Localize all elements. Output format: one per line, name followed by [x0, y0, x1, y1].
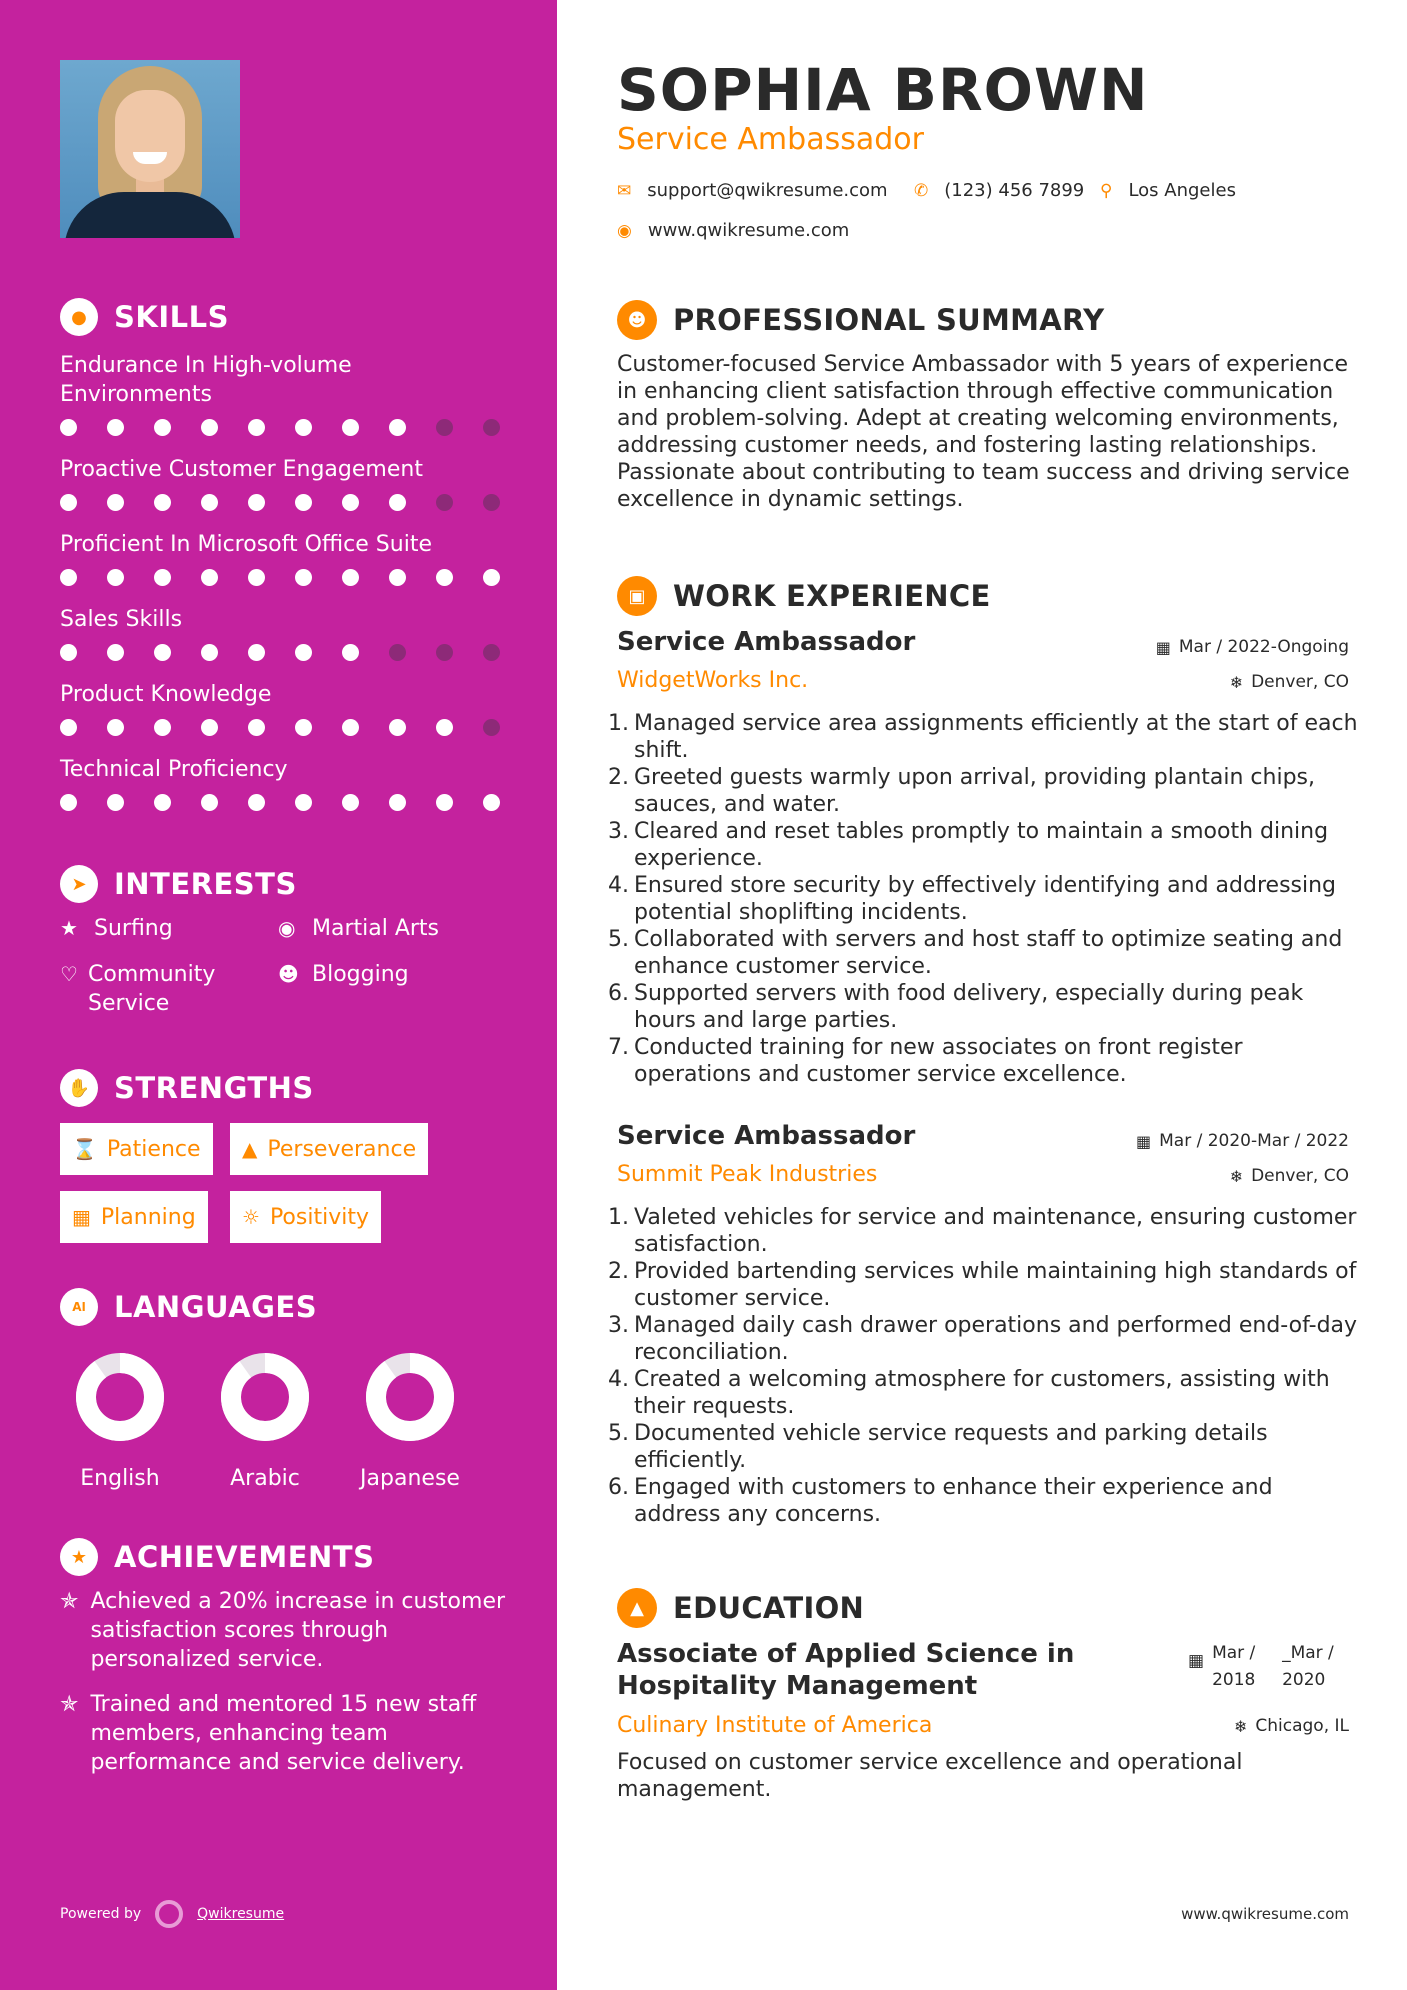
- pushpin-icon: ❄: [1233, 1716, 1248, 1736]
- language-ring: [220, 1352, 310, 1442]
- skill-dot: [342, 794, 359, 811]
- job-bullets: [608, 710, 1358, 1088]
- strength-badge: ☼ Positivity: [230, 1191, 381, 1243]
- candidate-name: SOPHIA BROWN: [617, 56, 1149, 124]
- skill-dot: [107, 419, 124, 436]
- shooting-star-icon: ✯: [60, 1692, 79, 1717]
- skill-dot: [201, 794, 218, 811]
- globe-icon: ◉: [617, 220, 632, 241]
- experience-heading: ▣ WORK EXPERIENCE: [617, 576, 991, 616]
- skill-name: Proactive Customer Engagement: [60, 457, 423, 482]
- skill-dot: [60, 719, 77, 736]
- list-item: 7. Conducted training for new associates on front register operations and customer service excellence.: [608, 1035, 1243, 1087]
- lightbulb-icon: ●: [60, 298, 98, 336]
- paper-plane-icon: ➤: [60, 865, 98, 903]
- list-item: 3. Cleared and reset tables promptly to maintain a smooth dining experience.: [608, 819, 1329, 871]
- pushpin-icon: ❄: [1229, 1166, 1244, 1186]
- skill-dot: [107, 644, 124, 661]
- skill-dot: [201, 644, 218, 661]
- skill-dot: [483, 644, 500, 661]
- list-item: 1. Valeted vehicles for service and maintenance, ensuring customer satisfaction.: [608, 1205, 1357, 1257]
- skill-dot: [201, 419, 218, 436]
- skill-dot: [389, 419, 406, 436]
- skill-dot: [154, 719, 171, 736]
- skill-dot: [60, 794, 77, 811]
- skill-dot: [295, 419, 312, 436]
- job-company: Summit Peak Industries: [617, 1162, 878, 1187]
- contact-location: ⚲ Los Angeles: [1100, 180, 1236, 201]
- calendar-icon: ▦: [1135, 1131, 1152, 1151]
- skill-dot: [483, 494, 500, 511]
- strength-badge: ⌛ Patience: [60, 1123, 213, 1175]
- job-location: ❄ Denver, CO: [1229, 1166, 1349, 1186]
- summary-text: Customer-focused Service Ambassador with 5 years of experience in enhancing client satisfaction through effective communication and problem-solving. Adept at creating welcoming environments, addressing customer needs, and fostering lasting relationships. Passionate about contributing to team success and driving service excellence in dynamic settings.: [617, 352, 1350, 512]
- skills-heading: ● SKILLS: [60, 298, 229, 336]
- skill-name: Technical Proficiency: [60, 757, 288, 782]
- skill-name: Proficient In Microsoft Office Suite: [60, 532, 432, 557]
- skill-dot: [248, 494, 265, 511]
- skill-rating: [60, 794, 530, 811]
- job-bullets: [608, 1204, 1358, 1528]
- pushpin-icon: ❄: [1229, 672, 1244, 692]
- road-icon: ▲: [242, 1137, 258, 1161]
- skill-name: Endurance In High-volume Environments: [60, 353, 352, 407]
- job-date: ▦ Mar / 2020-Mar / 2022: [1135, 1131, 1349, 1151]
- skill-dot: [248, 419, 265, 436]
- hand-icon: ♡: [60, 962, 78, 986]
- interests-heading: ➤ INTERESTS: [60, 865, 297, 903]
- list-item: 2. Provided bartending services while maintaining high standards of customer service.: [608, 1259, 1357, 1311]
- skill-dot: [154, 494, 171, 511]
- job-location: ❄ Denver, CO: [1229, 672, 1349, 692]
- list-item: 3. Managed daily cash drawer operations and performed end-of-day reconciliation.: [608, 1313, 1358, 1365]
- skill-dot: [436, 644, 453, 661]
- languages-heading: Aا LANGUAGES: [60, 1288, 317, 1326]
- profile-photo: [60, 60, 240, 238]
- education-date: ▦ Mar / 2018 _Mar / 2020: [1188, 1640, 1352, 1694]
- translate-icon: Aا: [60, 1288, 98, 1326]
- strengths-heading: ✋ STRENGTHS: [60, 1069, 314, 1107]
- skill-dot: [342, 569, 359, 586]
- education-description: Focused on customer service excellence and operational management.: [617, 1750, 1243, 1802]
- users-icon: ☻: [278, 962, 299, 986]
- skill-dot: [60, 419, 77, 436]
- qwikresume-logo-icon: [155, 1900, 183, 1928]
- list-item: 2. Greeted guests warmly upon arrival, providing plantain chips, sauces, and water.: [608, 765, 1316, 817]
- sidebar: [0, 0, 557, 1990]
- calendar-icon: ▦: [72, 1205, 91, 1229]
- achievement-item: ✯ Achieved a 20% increase in customer satisfaction scores through personalized service.: [60, 1589, 506, 1672]
- interest-item: ★ Surfing: [60, 916, 173, 941]
- skill-dot: [483, 419, 500, 436]
- skill-dot: [107, 569, 124, 586]
- job-title: Service Ambassador: [617, 627, 916, 657]
- skill-dot: [295, 569, 312, 586]
- sun-icon: ☼: [242, 1205, 260, 1229]
- skill-dot: [295, 644, 312, 661]
- calendar-icon: ▦: [1155, 637, 1171, 657]
- job-company: WidgetWorks Inc.: [617, 668, 809, 693]
- skill-dot: [154, 569, 171, 586]
- list-item: 6. Engaged with customers to enhance their experience and address any concerns.: [608, 1475, 1273, 1527]
- skill-dot: [342, 419, 359, 436]
- hourglass-icon: ⌛: [72, 1137, 97, 1161]
- contact-email: ✉ support@qwikresume.com: [617, 180, 888, 201]
- skill-name: Product Knowledge: [60, 682, 272, 707]
- star-icon: ★: [60, 916, 78, 940]
- skill-dot: [436, 794, 453, 811]
- skill-dot: [483, 794, 500, 811]
- skill-dot: [342, 644, 359, 661]
- briefcase-icon: ▣: [617, 576, 657, 616]
- skill-dot: [154, 419, 171, 436]
- skill-dot: [342, 494, 359, 511]
- skill-dot: [201, 719, 218, 736]
- user-icon: ☻: [617, 300, 657, 340]
- education-degree: Associate of Applied Science in Hospitality Management: [617, 1639, 1075, 1701]
- skill-name: Sales Skills: [60, 607, 183, 632]
- interest-item: ◉ Martial Arts: [278, 916, 440, 941]
- skill-dot: [295, 794, 312, 811]
- interest-item: ♡ Community Service: [60, 962, 216, 1016]
- powered-by: Powered by Qwikresume: [60, 1900, 284, 1928]
- globe-icon: ◉: [278, 916, 296, 940]
- envelope-icon: ✉: [617, 180, 632, 201]
- language-ring: [75, 1352, 165, 1442]
- skill-dot: [248, 644, 265, 661]
- shooting-star-icon: ✯: [60, 1589, 79, 1614]
- candidate-role: Service Ambassador: [617, 122, 924, 157]
- education-location: ❄ Chicago, IL: [1233, 1716, 1349, 1736]
- interest-item: ☻ Blogging: [278, 962, 409, 987]
- phone-icon: ✆: [914, 180, 929, 201]
- footer-url[interactable]: www.qwikresume.com: [1181, 1905, 1349, 1923]
- skill-dot: [107, 719, 124, 736]
- education-heading: ▲ EDUCATION: [617, 1588, 864, 1628]
- skill-dot: [389, 494, 406, 511]
- list-item: 1. Managed service area assignments efficiently at the start of each shift.: [608, 711, 1358, 763]
- achievement-item: ✯ Trained and mentored 15 new staff members, enhancing team performance and service delivery.: [60, 1692, 477, 1775]
- job-title: Service Ambassador: [617, 1121, 916, 1151]
- skill-dot: [60, 569, 77, 586]
- graduation-cap-icon: ▲: [617, 1588, 657, 1628]
- list-item: 6. Supported servers with food delivery, especially during peak hours and large parties.: [608, 981, 1304, 1033]
- skill-rating: [60, 569, 530, 586]
- strength-badge: ▦ Planning: [60, 1191, 208, 1243]
- skill-dot: [483, 569, 500, 586]
- skill-dot: [436, 719, 453, 736]
- skill-dot: [248, 794, 265, 811]
- language-item: Arabic: [205, 1352, 325, 1491]
- skill-dot: [154, 644, 171, 661]
- skill-rating: [60, 494, 530, 511]
- skill-dot: [107, 494, 124, 511]
- brand-link[interactable]: Qwikresume: [197, 1906, 285, 1922]
- skill-dot: [389, 644, 406, 661]
- skill-dot: [389, 794, 406, 811]
- skill-dot: [436, 569, 453, 586]
- language-item: English: [60, 1352, 180, 1491]
- list-item: 4. Created a welcoming atmosphere for customers, assisting with their requests.: [608, 1367, 1330, 1419]
- language-ring: [365, 1352, 455, 1442]
- skill-dot: [483, 719, 500, 736]
- skill-dot: [436, 419, 453, 436]
- skill-dot: [295, 719, 312, 736]
- skill-dot: [389, 719, 406, 736]
- skill-dot: [342, 719, 359, 736]
- list-item: 5. Documented vehicle service requests and parking details efficiently.: [608, 1421, 1268, 1473]
- map-pin-icon: ⚲: [1100, 180, 1113, 201]
- skill-dot: [295, 494, 312, 511]
- skill-dot: [154, 794, 171, 811]
- calendar-icon: ▦: [1188, 1651, 1205, 1671]
- skill-dot: [60, 494, 77, 511]
- skill-dot: [201, 494, 218, 511]
- skill-rating: [60, 419, 530, 436]
- skill-rating: [60, 719, 530, 736]
- award-star-icon: ★: [60, 1538, 98, 1576]
- language-item: Japanese: [350, 1352, 470, 1491]
- skill-dot: [389, 569, 406, 586]
- skill-dot: [107, 794, 124, 811]
- contact-phone: ✆ (123) 456 7899: [914, 180, 1085, 201]
- education-school: Culinary Institute of America: [617, 1713, 933, 1738]
- skill-dot: [248, 569, 265, 586]
- fist-icon: ✋: [60, 1069, 98, 1107]
- skill-dot: [201, 569, 218, 586]
- strength-badge: ▲ Perseverance: [230, 1123, 428, 1175]
- list-item: 4. Ensured store security by effectively identifying and addressing potential shoplifting incidents.: [608, 873, 1337, 925]
- contact-website: ◉ www.qwikresume.com: [617, 220, 850, 241]
- skill-dot: [248, 719, 265, 736]
- list-item: 5. Collaborated with servers and host staff to optimize seating and enhance customer service.: [608, 927, 1343, 979]
- skill-dot: [436, 494, 453, 511]
- achievements-heading: ★ ACHIEVEMENTS: [60, 1538, 374, 1576]
- summary-heading: ☻ PROFESSIONAL SUMMARY: [617, 300, 1104, 340]
- skill-rating: [60, 644, 530, 661]
- job-date: ▦ Mar / 2022-Ongoing: [1155, 637, 1349, 657]
- skill-dot: [60, 644, 77, 661]
